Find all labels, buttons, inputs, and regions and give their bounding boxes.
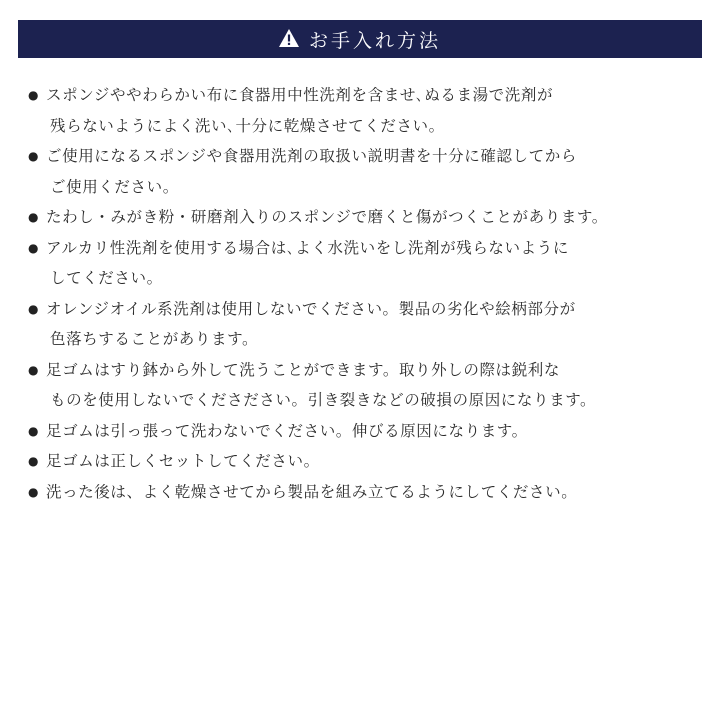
bullet-icon: ● <box>28 240 39 255</box>
list-item-text <box>46 446 708 477</box>
list-item <box>28 80 708 141</box>
list-item-text <box>46 202 708 233</box>
list-item-line: ものを使用しないでくださださい。引き裂きなどの破損の原因になります。 <box>50 391 597 409</box>
bullet-icon: ● <box>28 454 39 468</box>
list-item <box>28 446 708 477</box>
warning-triangle-icon <box>279 29 299 47</box>
list-item-text <box>46 355 708 416</box>
list-item-text <box>46 294 708 355</box>
list-item <box>28 233 708 294</box>
list-item <box>28 202 708 233</box>
list-item-line: オレンジオイル系洗剤は使用しないでください。製品の劣化や絵柄部分が <box>46 299 576 318</box>
list-item-line: 残らないようによく洗い､十分に乾燥させてください。 <box>50 116 445 135</box>
section-title: お手入れ方法 <box>308 29 441 52</box>
care-instructions-list <box>28 80 708 507</box>
list-item <box>28 477 708 508</box>
list-item-line: 足ゴムは引っ張って洗わないでください。伸びる原因になります。 <box>46 421 528 440</box>
bullet-icon: ● <box>28 484 39 499</box>
list-item-line: 洗った後は、よく乾燥させてから製品を組み立てるようにしてください。 <box>46 482 578 501</box>
list-item-text <box>46 416 708 447</box>
list-item-text <box>46 233 708 294</box>
bullet-icon: ● <box>28 423 39 438</box>
list-item <box>28 355 708 416</box>
list-item-line: ご使用ください。 <box>50 177 179 196</box>
list-item-line: 足ゴムはすり鉢から外して洗うことができます。取り外しの際は鋭利な <box>46 360 560 379</box>
bullet-icon: ● <box>28 88 39 102</box>
list-item-text <box>46 141 708 202</box>
bullet-icon: ● <box>28 210 39 224</box>
list-item <box>28 416 708 447</box>
list-item-line: 色落ちすることがあります。 <box>50 330 259 348</box>
list-item-line: たわし・みがき粉・研磨剤入りのスポンジで磨くと傷がつくことがあります。 <box>46 208 608 226</box>
bullet-icon: ● <box>28 362 39 377</box>
list-item <box>28 141 708 202</box>
list-item-line: 足ゴムは正しくセットしてください。 <box>46 452 320 470</box>
list-item-line: アルカリ性洗剤を使用する場合は､よく水洗いをし洗剤が残らないように <box>46 238 569 257</box>
bullet-icon: ● <box>28 149 39 163</box>
list-item <box>28 294 708 355</box>
list-item-line: ご使用になるスポンジや食器用洗剤の取扱い説明書を十分に確認してから <box>46 147 577 165</box>
list-item-text <box>46 80 708 141</box>
section-header <box>18 20 702 58</box>
list-item-line: してください。 <box>50 269 163 287</box>
list-item-line: スポンジややわらかい布に食器用中性洗剤を含ませ､ぬるま湯で洗剤が <box>46 86 554 104</box>
bullet-icon: ● <box>28 301 39 316</box>
list-item-text <box>46 477 708 508</box>
